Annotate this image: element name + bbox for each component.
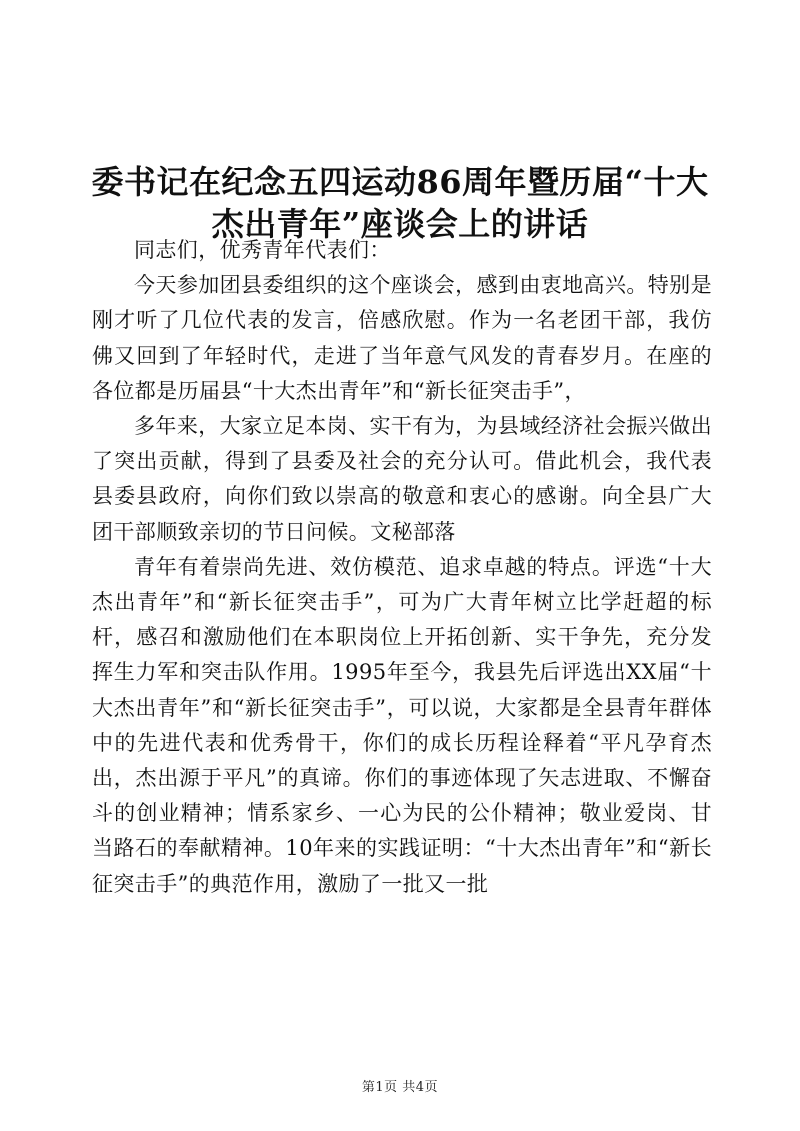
paragraph-3: 青年有着崇尚先进、效仿模范、追求卓越的特点。评选“十大杰出青年”和“新长征突击手”，可为广大青年树立比学赶超的标杆，感召和激励他们在本职岗位上开拓创新、实干争先，充分发挥生力军和突击队作用。1995年至今，我县先后评选出XX届“十大杰出青年”和“新长征突击手”，可以说，大家都是全县青年群体中的先进代表和优秀骨干，你们的成长历程诠释着“平凡孕育杰出，杰出源于平凡”的真谛。你们的事迹体现了矢志进取、不懈奋斗的创业精神；情系家乡、一心为民的公仆精神；敬业爱岗、甘当路石的奉献精神。10年来的实践证明：“十大杰出青年”和“新长征突击手”的典范作用，激励了一批又一批 — [92, 554, 712, 896]
title-line-2: 杰出青年”座谈会上的讲话 — [211, 205, 589, 244]
title-line-1: 委书记在纪念五四运动86周年暨历届“十大 — [91, 163, 709, 202]
paragraph-1: 今天参加团县委组织的这个座谈会，感到由衷地高兴。特别是刚才听了几位代表的发言，倍感欣慰。作为一名老团干部，我仿佛又回到了年轻时代，走进了当年意气风发的青春岁月。在座的各位都是历届县“十大杰出青年”和“新长征突击手”， — [92, 273, 712, 403]
page-number-footer: 第1页 共4页 — [361, 1080, 439, 1095]
paragraph-2: 多年来，大家立足本岗、实干有为，为县域经济社会振兴做出了突出贡献，得到了县委及社会的充分认可。借此机会，我代表县委县政府，向你们致以崇高的敬意和衷心的感谢。向全县广大团干部顺致亲切的节日问候。文秘部落 — [92, 414, 712, 544]
salutation: 同志们，优秀青年代表们： — [134, 238, 391, 262]
document-body — [92, 233, 712, 902]
